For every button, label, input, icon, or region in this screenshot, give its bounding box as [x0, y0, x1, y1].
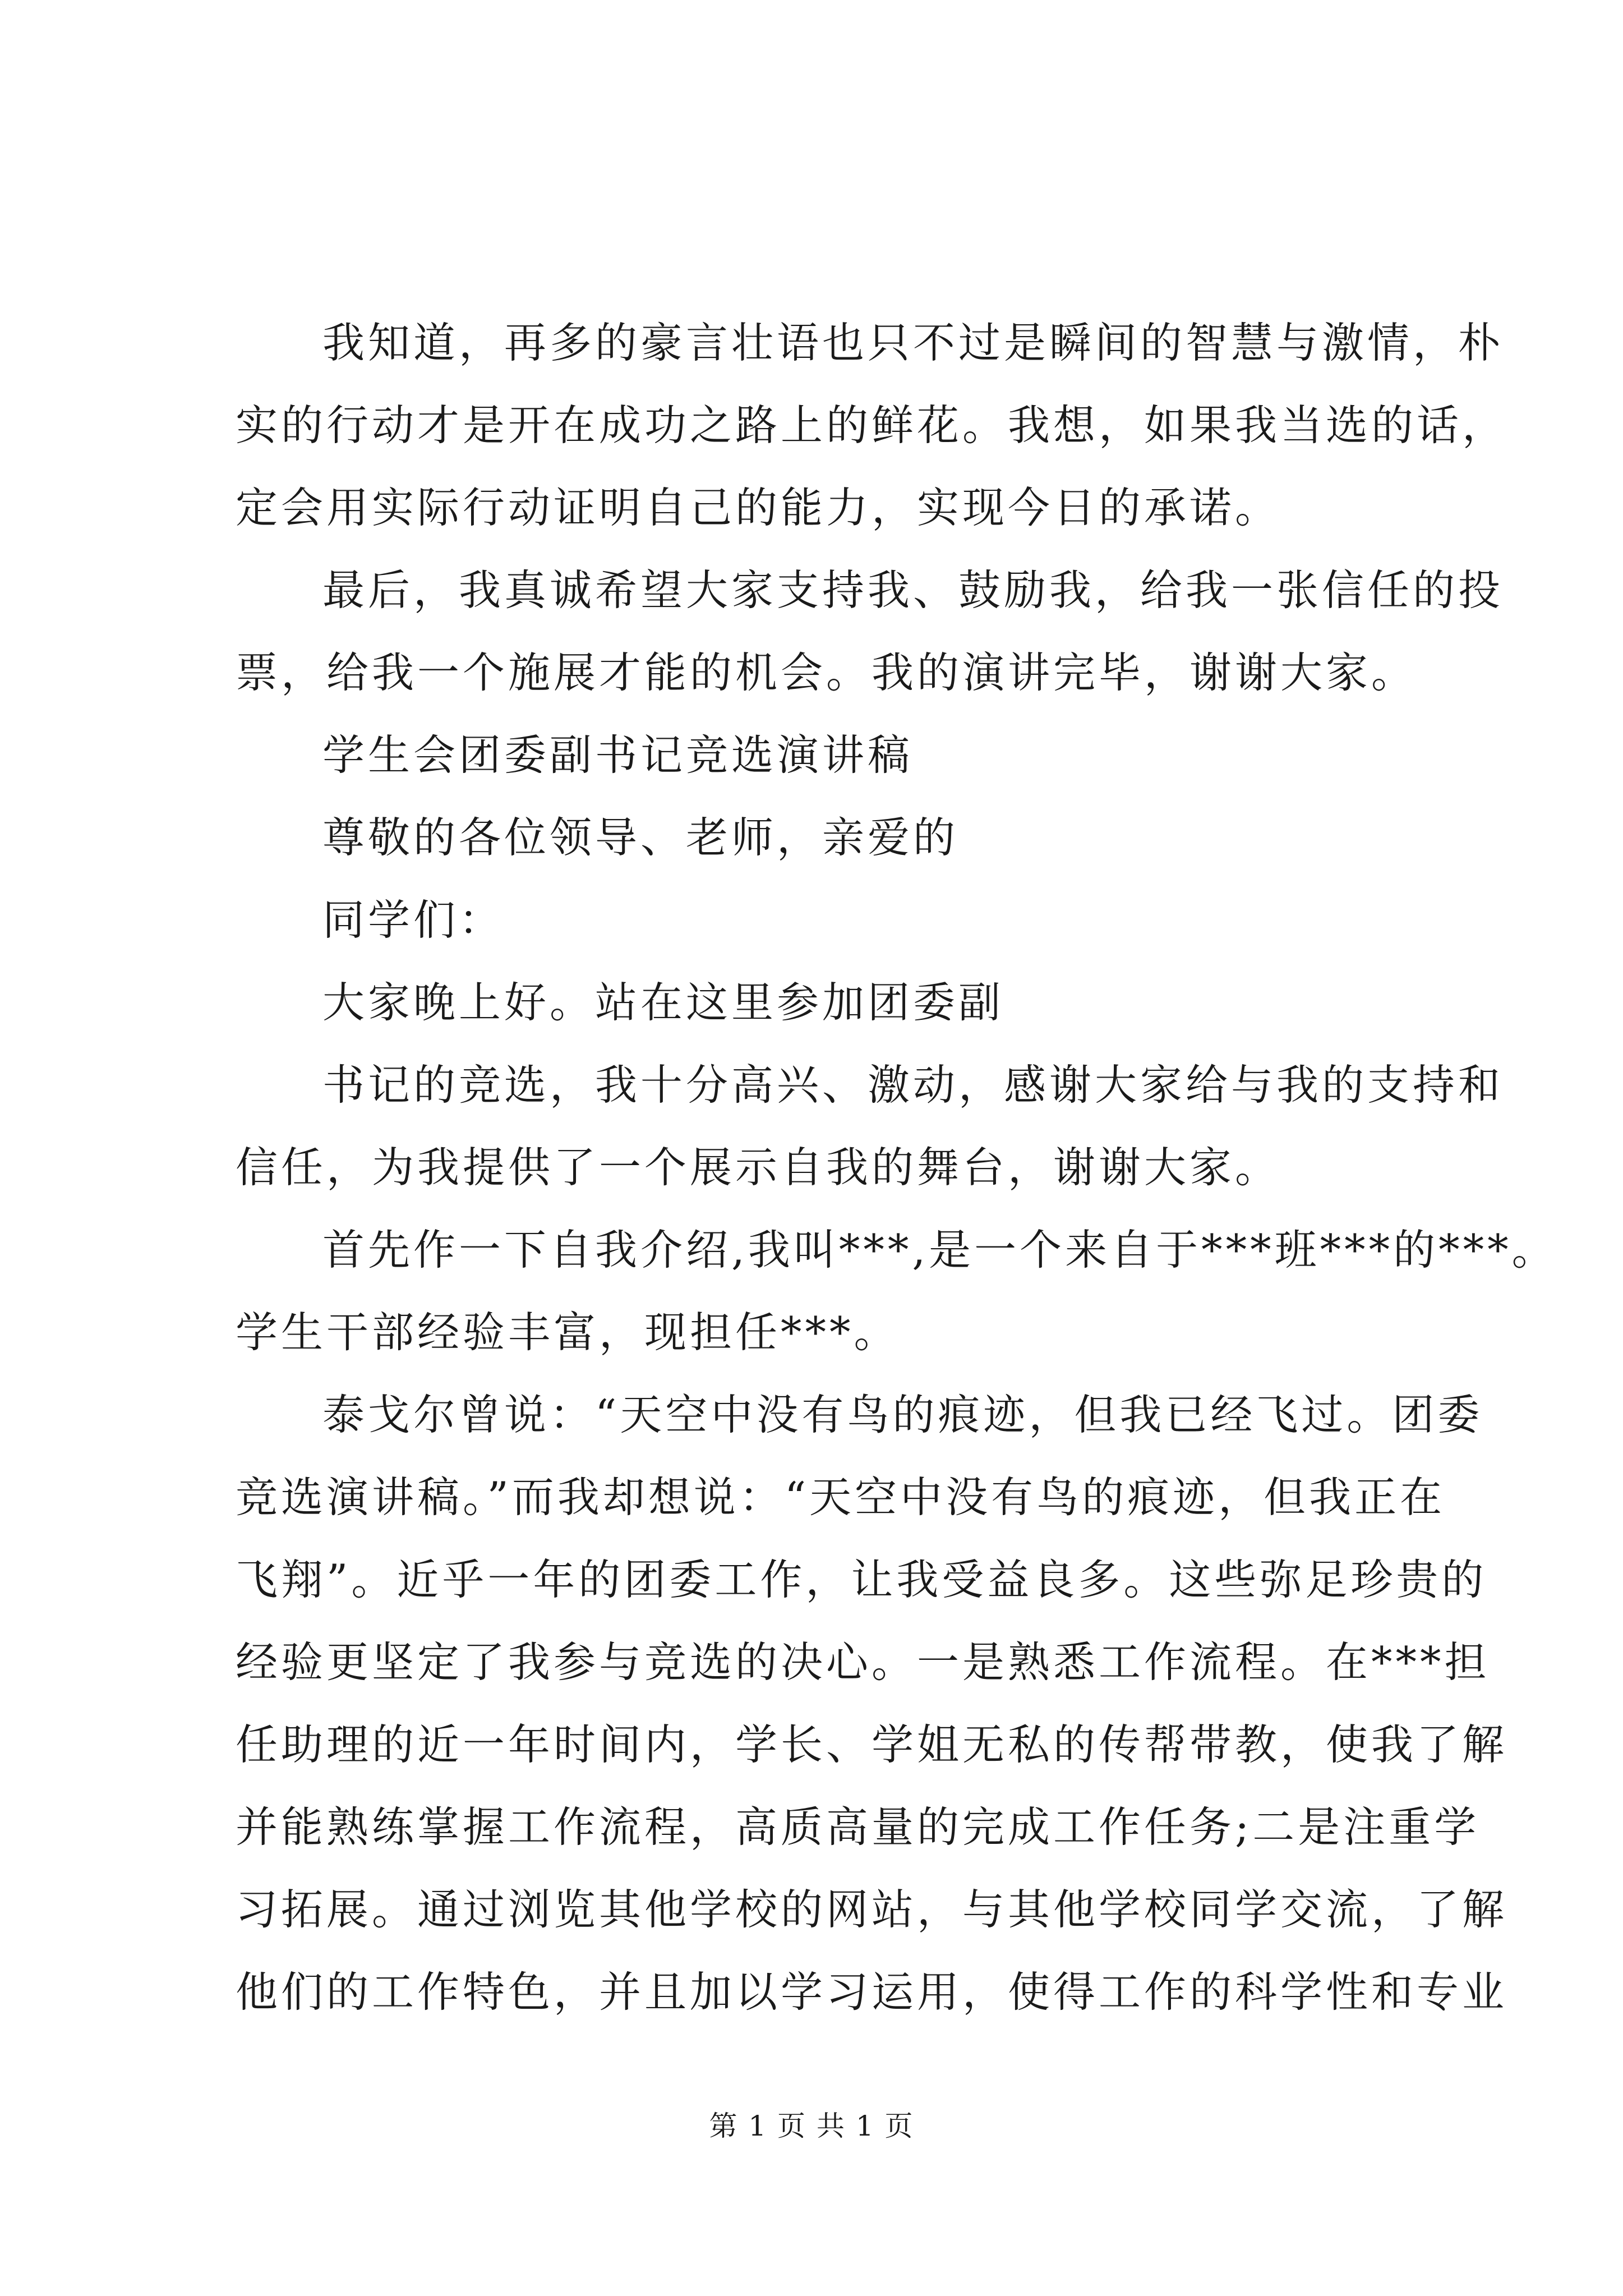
- paragraph-line: 最后，我真诚希望大家支持我、鼓励我，给我一张信任的投: [322, 565, 1504, 615]
- paragraph-line: 学生干部经验丰富，现担任***。: [236, 1308, 900, 1357]
- document-body: [236, 302, 1557, 2033]
- salutation-line: 尊敬的各位领导、老师，亲爱的: [322, 813, 959, 862]
- paragraph-line: 并能熟练掌握工作流程，高质高量的完成工作任务;二是注重学: [236, 1802, 1480, 1852]
- paragraph-line: 书记的竞选，我十分高兴、激动，感谢大家给与我的支持和: [322, 1060, 1504, 1110]
- paragraph-line: 我知道，再多的豪言壮语也只不过是瞬间的智慧与激情，朴: [322, 318, 1504, 367]
- page-number: 第 1 页 共 1 页: [709, 2110, 914, 2142]
- paragraph-line: 首先作一下自我介绍,我叫***,是一个来自于***班***的***。: [322, 1225, 1557, 1274]
- salutation-line: 同学们：: [322, 895, 505, 945]
- section-title: 学生会团委副书记竞选演讲稿: [322, 730, 914, 780]
- paragraph-line: 定会用实际行动证明自己的能力，实现今日的承诺。: [236, 483, 1281, 532]
- paragraph-line: 竞选演讲稿。”而我却想说：“天空中没有鸟的痕迹，但我正在: [236, 1473, 1446, 1522]
- paragraph-line: 他们的工作特色，并且加以学习运用，使得工作的科学性和专业: [236, 1967, 1508, 2017]
- paragraph-line: 实的行动才是开在成功之路上的鲜花。我想，如果我当选的话，: [236, 401, 1508, 450]
- paragraph-line: 任助理的近一年时间内，学长、学姐无私的传帮带教，使我了解: [236, 1720, 1508, 1769]
- page-footer: [0, 2106, 1623, 2146]
- paragraph-line: 票，给我一个施展才能的机会。我的演讲完毕，谢谢大家。: [236, 648, 1417, 697]
- paragraph-line: 信任，为我提供了一个展示自我的舞台，谢谢大家。: [236, 1143, 1281, 1192]
- paragraph-line: 经验更坚定了我参与竞选的决心。一是熟悉工作流程。在***担: [236, 1637, 1490, 1687]
- paragraph-line: 习拓展。通过浏览其他学校的网站，与其他学校同学交流，了解: [236, 1885, 1508, 1934]
- paragraph-line: 飞翔”。近乎一年的团委工作，让我受益良多。这些弥足珍贵的: [236, 1555, 1487, 1604]
- greeting-line: 大家晚上好。站在这里参加团委副: [322, 978, 1004, 1027]
- paragraph-line: 泰戈尔曾说：“天空中没有鸟的痕迹，但我已经飞过。团委: [322, 1390, 1483, 1439]
